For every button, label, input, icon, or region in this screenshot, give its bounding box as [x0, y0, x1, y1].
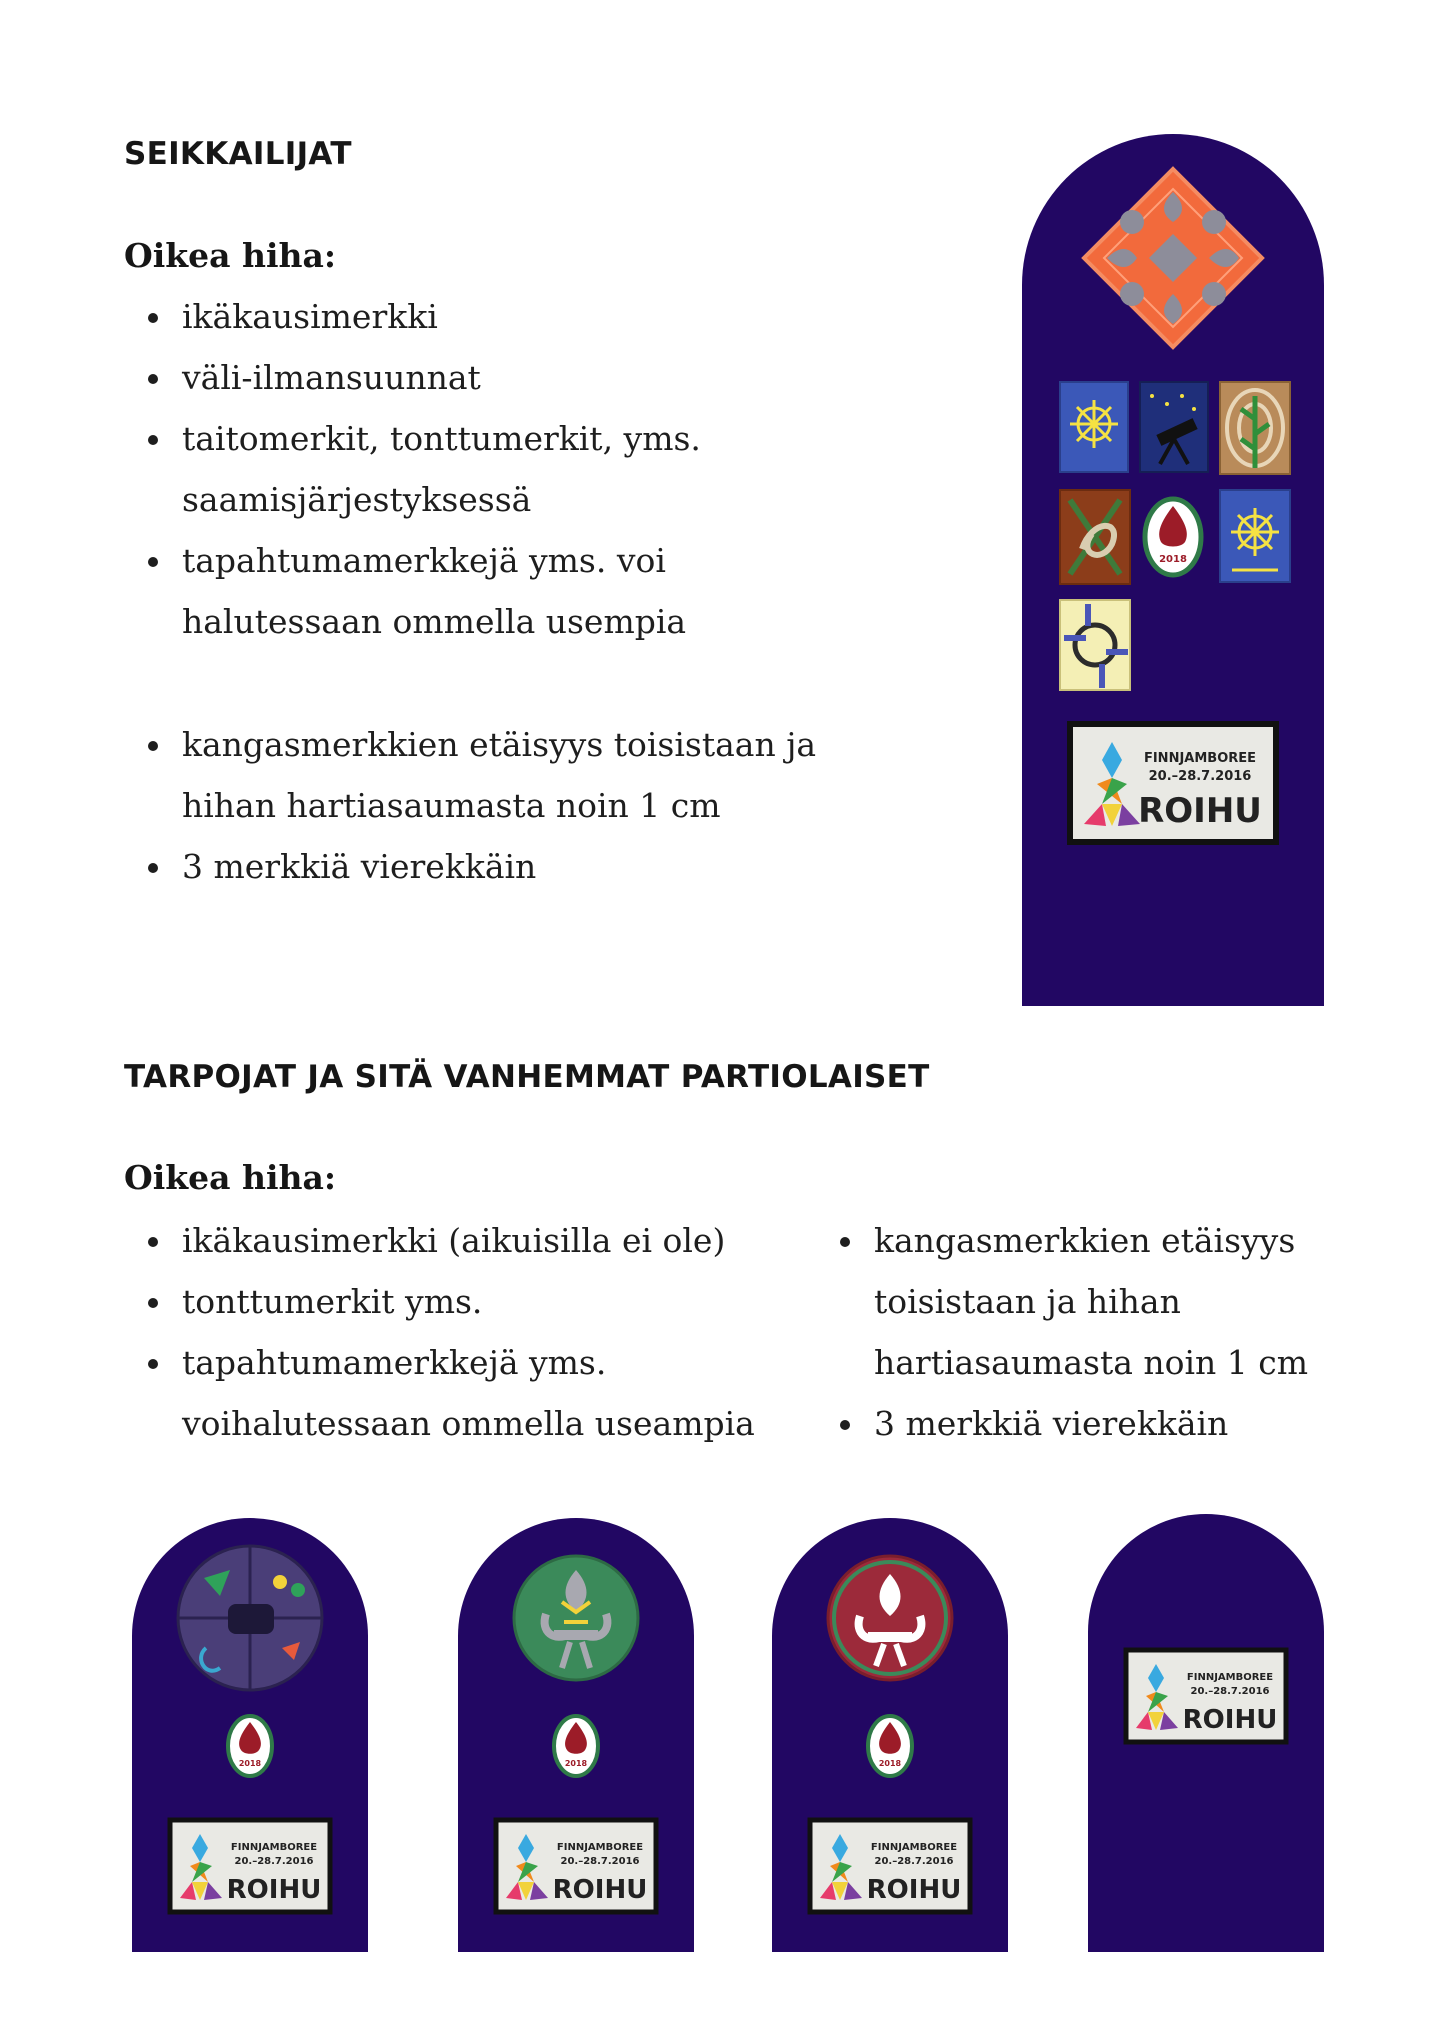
svg-text:FINNJAMBOREE: FINNJAMBOREE	[556, 1842, 644, 1853]
svg-text:ROIHU: ROIHU	[1138, 791, 1262, 831]
event-badge-drop-2018	[1145, 499, 1201, 575]
section-heading-seikkailijat: SEIKKAILIJAT	[124, 136, 352, 172]
right-sleeve-subheading: Oikea hiha:	[124, 236, 337, 275]
list-item: ikäkausimerkki (aikuisilla ei ole)	[124, 1210, 755, 1271]
sleeve-illustration-3	[772, 1518, 1008, 1952]
svg-text:20.–28.7.2016: 20.–28.7.2016	[560, 1856, 640, 1867]
finnjamboree-roihu-patch	[1126, 1650, 1286, 1742]
finnjamboree-roihu-patch	[1070, 724, 1276, 842]
age-badge-samoaja	[178, 1546, 322, 1690]
skill-badge-crossroads	[1060, 600, 1130, 690]
svg-text:FINNJAMBOREE: FINNJAMBOREE	[230, 1842, 318, 1853]
svg-text:2018: 2018	[878, 1759, 902, 1768]
event-badge-drop-2018	[554, 1716, 598, 1776]
list-item: tapahtumamerkkejä yms. voi halutessaan ommella usempia	[124, 530, 701, 652]
list-item: taitomerkit, tonttumerkit, yms. saamisjärjestyksessä	[124, 408, 701, 530]
skill-badge-tree-rings	[1220, 382, 1290, 474]
svg-text:FINNJAMBOREE: FINNJAMBOREE	[1143, 751, 1257, 766]
section-heading-tarpojat: TARPOJAT JA SITÄ VANHEMMAT PARTIOLAISET	[124, 1059, 930, 1095]
svg-text:2018: 2018	[1159, 554, 1187, 565]
svg-text:20.–28.7.2016: 20.–28.7.2016	[234, 1856, 314, 1867]
svg-text:20.–28.7.2016: 20.–28.7.2016	[874, 1856, 954, 1867]
finnjamboree-roihu-patch	[496, 1820, 656, 1912]
tarpoja-rules-list	[124, 1210, 755, 1454]
svg-text:FINNJAMBOREE: FINNJAMBOREE	[870, 1842, 958, 1853]
right-sleeve-subheading-2: Oikea hiha:	[124, 1158, 337, 1197]
spacing-rules-list	[124, 714, 816, 897]
age-badge-tarpoja	[514, 1556, 638, 1680]
event-badge-drop-2018	[868, 1716, 912, 1776]
list-item: ikäkausimerkki	[124, 286, 701, 347]
list-item: tonttumerkit yms.	[124, 1271, 755, 1332]
finnjamboree-roihu-patch	[170, 1820, 330, 1912]
list-item: 3 merkkiä vierekkäin	[124, 836, 816, 897]
sleeve-rules-list	[124, 286, 701, 652]
svg-text:20.–28.7.2016: 20.–28.7.2016	[1190, 1686, 1270, 1697]
svg-text:ROIHU: ROIHU	[1182, 1705, 1278, 1735]
sleeve-illustration-1	[132, 1518, 368, 1952]
svg-text:ROIHU: ROIHU	[866, 1875, 962, 1905]
list-item: kangasmerkkien etäisyys toisistaan ja hihan hartiasaumasta noin 1 cm	[816, 1210, 1308, 1393]
age-badge-samoaja-red	[828, 1556, 952, 1680]
compass-age-badge	[1084, 169, 1262, 347]
seikkailija-sleeve-illustration	[1022, 134, 1324, 1006]
sleeve-illustration-2	[458, 1518, 694, 1952]
svg-text:FINNJAMBOREE: FINNJAMBOREE	[1186, 1672, 1274, 1683]
svg-text:ROIHU: ROIHU	[226, 1875, 322, 1905]
finnjamboree-roihu-patch	[810, 1820, 970, 1912]
list-item: kangasmerkkien etäisyys toisistaan ja hihan hartiasaumasta noin 1 cm	[124, 714, 816, 836]
svg-text:20.–28.7.2016: 20.–28.7.2016	[1148, 769, 1252, 784]
list-item: väli-ilmansuunnat	[124, 347, 701, 408]
skill-badge-telescope	[1140, 382, 1208, 472]
skill-badge-helm	[1060, 382, 1128, 472]
svg-text:2018: 2018	[238, 1759, 262, 1768]
skill-badge-helm-2	[1220, 490, 1290, 582]
event-badge-drop-2018	[228, 1716, 272, 1776]
sleeve-illustration-4-adult	[1088, 1514, 1324, 1952]
skill-badge-knot	[1060, 490, 1130, 584]
svg-text:2018: 2018	[564, 1759, 588, 1768]
list-item: 3 merkkiä vierekkäin	[816, 1393, 1308, 1454]
tarpoja-spacing-list	[816, 1210, 1308, 1454]
svg-text:ROIHU: ROIHU	[552, 1875, 648, 1905]
list-item: tapahtumamerkkejä yms. voihalutessaan ommella useampia	[124, 1332, 755, 1454]
